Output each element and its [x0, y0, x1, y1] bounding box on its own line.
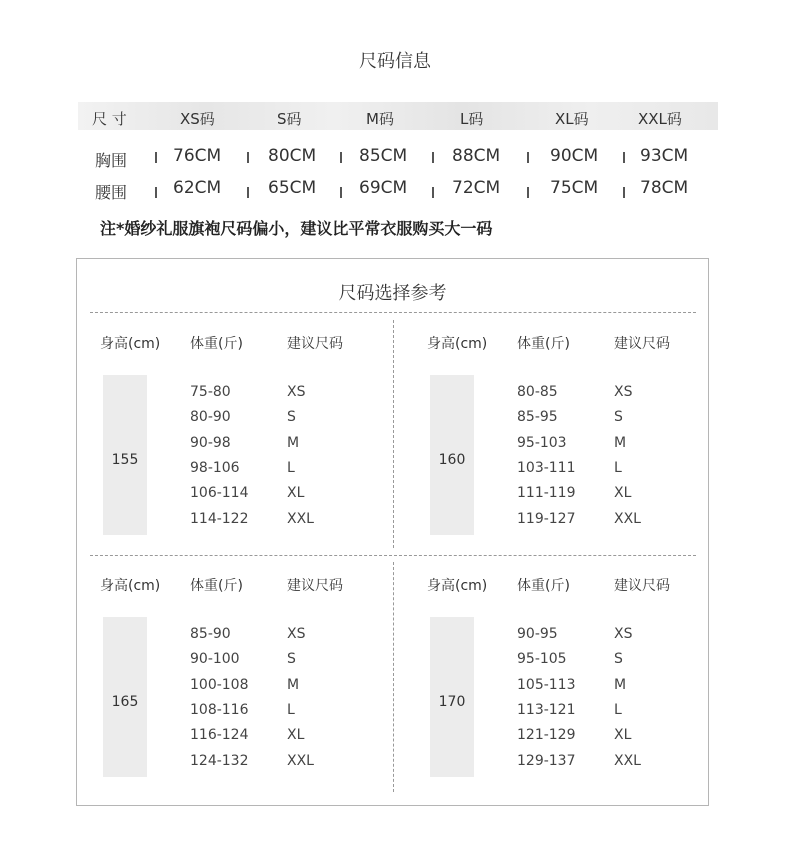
weight-header: 体重(斤)	[190, 336, 243, 352]
column-separator	[527, 187, 529, 198]
weight-range: 114-122	[190, 510, 249, 527]
title-divider	[90, 312, 696, 313]
weight-range: 85-95	[517, 409, 558, 426]
weight-range: 116-124	[190, 727, 249, 744]
weight-header: 体重(斤)	[517, 336, 570, 352]
size-m: M码	[366, 110, 394, 128]
weight-range: 95-105	[517, 651, 567, 668]
column-separator	[247, 187, 249, 198]
weight-range: 119-127	[517, 510, 576, 527]
recommended-size: XXL	[287, 510, 314, 527]
column-separator	[527, 152, 529, 163]
waist-value: 72CM	[452, 178, 501, 198]
lower-vertical-divider	[393, 562, 394, 792]
recommended-size: XL	[287, 485, 305, 502]
weight-range: 80-90	[190, 409, 231, 426]
height-value: 165	[111, 694, 139, 710]
recommended-size: M	[287, 434, 300, 451]
height-value: 160	[438, 452, 466, 468]
weight-range: 103-111	[517, 459, 576, 476]
size-xl: XL码	[555, 110, 589, 128]
chest-label: 胸围	[95, 151, 128, 170]
column-separator	[432, 187, 434, 198]
recommended-size: L	[287, 701, 295, 718]
weight-range: 90-98	[190, 434, 231, 451]
column-separator	[247, 152, 249, 163]
weight-range: 80-85	[517, 384, 558, 400]
recommended-size: S	[614, 651, 623, 668]
recommended-size: XL	[614, 727, 632, 744]
height-header: 身高(cm)	[427, 578, 488, 594]
waist-value: 78CM	[640, 178, 689, 198]
chest-value: 85CM	[359, 146, 408, 166]
height-value: 155	[111, 452, 139, 468]
chest-value: 90CM	[550, 146, 599, 166]
size-guide-title: 尺码选择参考	[338, 283, 447, 304]
column-separator	[432, 152, 434, 163]
recommended-size: S	[614, 409, 623, 426]
weight-range: 95-103	[517, 434, 567, 451]
weight-range: 121-129	[517, 727, 576, 744]
recommended-size: XS	[614, 626, 633, 642]
recommended-size-header: 建议尺码	[614, 336, 670, 352]
page-title: 尺码信息	[359, 51, 431, 72]
waist-value: 62CM	[173, 178, 222, 198]
recommended-size: S	[287, 651, 296, 668]
waist-label: 腰围	[95, 183, 128, 202]
waist-value: 75CM	[550, 178, 599, 198]
column-separator	[623, 187, 625, 198]
upper-vertical-divider	[393, 320, 394, 548]
weight-range: 108-116	[190, 701, 249, 718]
recommended-size-header: 建议尺码	[287, 336, 343, 352]
column-separator	[340, 152, 342, 163]
recommended-size: M	[614, 434, 627, 451]
column-separator	[340, 187, 342, 198]
waist-value: 65CM	[268, 178, 317, 198]
size-s: S码	[277, 110, 302, 128]
size-xs: XS码	[180, 110, 215, 128]
height-header: 身高(cm)	[427, 336, 488, 352]
weight-range: 111-119	[517, 485, 576, 502]
recommended-size: XS	[287, 626, 306, 642]
height-value: 170	[438, 694, 466, 710]
waist-value: 69CM	[359, 178, 408, 198]
weight-range: 113-121	[517, 701, 576, 718]
size-xxl: XXL码	[638, 110, 682, 128]
middle-divider	[90, 555, 696, 556]
recommended-size: M	[614, 676, 627, 693]
recommended-size-header: 建议尺码	[614, 578, 670, 594]
size-note: 注*婚纱礼服旗袍尺码偏小，建议比平常衣服购买大一码	[100, 219, 493, 238]
size-header-strip	[78, 102, 718, 130]
column-separator	[155, 152, 157, 163]
recommended-size: L	[287, 459, 295, 476]
recommended-size: XS	[287, 384, 306, 400]
recommended-size: XL	[614, 485, 632, 502]
weight-range: 129-137	[517, 752, 576, 769]
weight-range: 106-114	[190, 485, 249, 502]
chest-value: 80CM	[268, 146, 317, 166]
column-separator	[623, 152, 625, 163]
recommended-size: XS	[614, 384, 633, 400]
column-separator	[155, 187, 157, 198]
weight-range: 75-80	[190, 384, 231, 400]
weight-range: 90-100	[190, 651, 240, 668]
weight-header: 体重(斤)	[190, 578, 243, 594]
recommended-size: S	[287, 409, 296, 426]
chest-value: 76CM	[173, 146, 222, 166]
weight-range: 100-108	[190, 676, 249, 693]
chest-value: 88CM	[452, 146, 501, 166]
weight-range: 98-106	[190, 459, 240, 476]
recommended-size: L	[614, 459, 622, 476]
chest-value: 93CM	[640, 146, 689, 166]
height-header: 身高(cm)	[100, 336, 161, 352]
weight-range: 90-95	[517, 626, 558, 642]
size-header-label: 尺 寸	[92, 110, 127, 128]
weight-range: 105-113	[517, 676, 576, 693]
recommended-size: L	[614, 701, 622, 718]
recommended-size: M	[287, 676, 300, 693]
height-header: 身高(cm)	[100, 578, 161, 594]
weight-range: 124-132	[190, 752, 249, 769]
recommended-size: XL	[287, 727, 305, 744]
recommended-size-header: 建议尺码	[287, 578, 343, 594]
recommended-size: XXL	[287, 752, 314, 769]
recommended-size: XXL	[614, 510, 641, 527]
recommended-size: XXL	[614, 752, 641, 769]
weight-range: 85-90	[190, 626, 231, 642]
size-l: L码	[460, 110, 484, 128]
weight-header: 体重(斤)	[517, 578, 570, 594]
